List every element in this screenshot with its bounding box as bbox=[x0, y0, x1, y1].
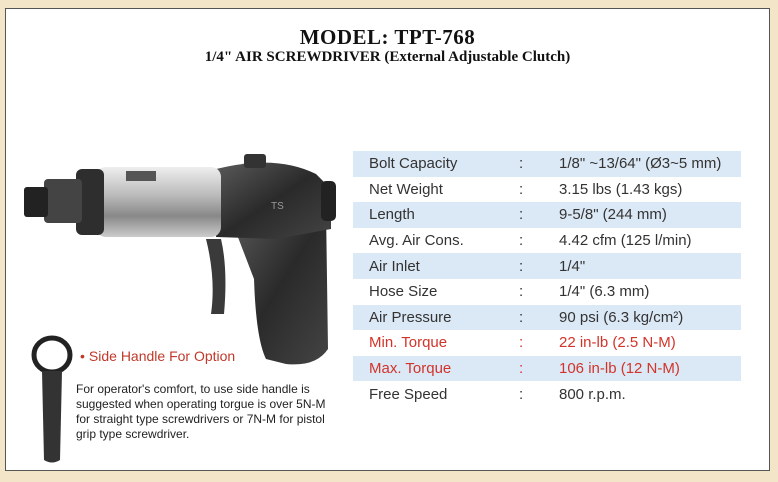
spec-row-free-speed bbox=[353, 381, 741, 407]
spec-value: 22 in-lb (2.5 N-M) bbox=[559, 334, 676, 352]
spec-row-hose-size bbox=[353, 279, 741, 305]
spec-label: Min. Torque bbox=[369, 334, 448, 352]
spec-row-air-inlet bbox=[353, 253, 741, 279]
side-handle-title bbox=[80, 348, 235, 364]
bullet-icon: • bbox=[80, 348, 85, 364]
spec-value: 3.15 lbs (1.43 kgs) bbox=[559, 180, 683, 198]
spec-separator: : bbox=[519, 257, 524, 275]
spec-label: Air Pressure bbox=[369, 308, 452, 326]
spec-label: Net Weight bbox=[369, 180, 443, 198]
spec-row-min-torque bbox=[353, 330, 741, 356]
spec-separator: : bbox=[519, 283, 524, 301]
spec-label: Free Speed bbox=[369, 385, 448, 403]
spec-value: 1/8" ~13/64" (Ø3~5 mm) bbox=[559, 155, 722, 173]
spec-separator: : bbox=[519, 334, 524, 352]
spec-separator: : bbox=[519, 360, 524, 378]
spec-row-net-weight bbox=[353, 177, 741, 203]
spec-label: Hose Size bbox=[369, 283, 438, 301]
product-subtitle: 1/4" AIR SCREWDRIVER (External Adjustable Clutch) bbox=[204, 49, 571, 65]
spec-separator: : bbox=[519, 385, 524, 403]
spec-value: 9-5/8" (244 mm) bbox=[559, 206, 667, 224]
spec-sheet bbox=[5, 8, 770, 471]
spec-label: Bolt Capacity bbox=[369, 155, 458, 173]
spec-row-length bbox=[353, 202, 741, 228]
spec-value: 4.42 cfm (125 l/min) bbox=[559, 232, 692, 250]
spec-separator: : bbox=[519, 155, 524, 173]
side-handle-note: For operator's comfort, to use side handle is suggested when operating torgue is over 5N-M for straight type screwdrivers or 7N-M for pistol grip type screwdriver. bbox=[76, 382, 326, 441]
spec-separator: : bbox=[519, 180, 524, 198]
spec-value: 1/4" bbox=[559, 257, 586, 275]
spec-label: Avg. Air Cons. bbox=[369, 232, 464, 250]
spec-row-air-cons bbox=[353, 228, 741, 254]
side-handle-image bbox=[30, 335, 74, 465]
spec-separator: : bbox=[519, 206, 524, 224]
spec-value: 1/4" (6.3 mm) bbox=[559, 283, 650, 301]
spec-row-bolt-capacity bbox=[353, 151, 741, 177]
spec-label: Air Inlet bbox=[369, 257, 420, 275]
spec-separator: : bbox=[519, 308, 524, 326]
spec-value: 106 in-lb (12 N-M) bbox=[559, 360, 680, 378]
spec-label: Length bbox=[369, 206, 415, 224]
model-title: MODEL: TPT-768 bbox=[299, 25, 476, 49]
spec-table bbox=[353, 151, 741, 407]
side-handle-label: Side Handle For Option bbox=[88, 348, 236, 364]
spec-value: 90 psi (6.3 kg/cm²) bbox=[559, 308, 684, 326]
spec-row-air-pressure bbox=[353, 305, 741, 331]
spec-row-max-torque bbox=[353, 356, 741, 382]
spec-value: 800 r.p.m. bbox=[559, 385, 626, 403]
spec-separator: : bbox=[519, 232, 524, 250]
spec-label: Max. Torque bbox=[369, 360, 452, 378]
svg-text:TS: TS bbox=[271, 201, 284, 212]
